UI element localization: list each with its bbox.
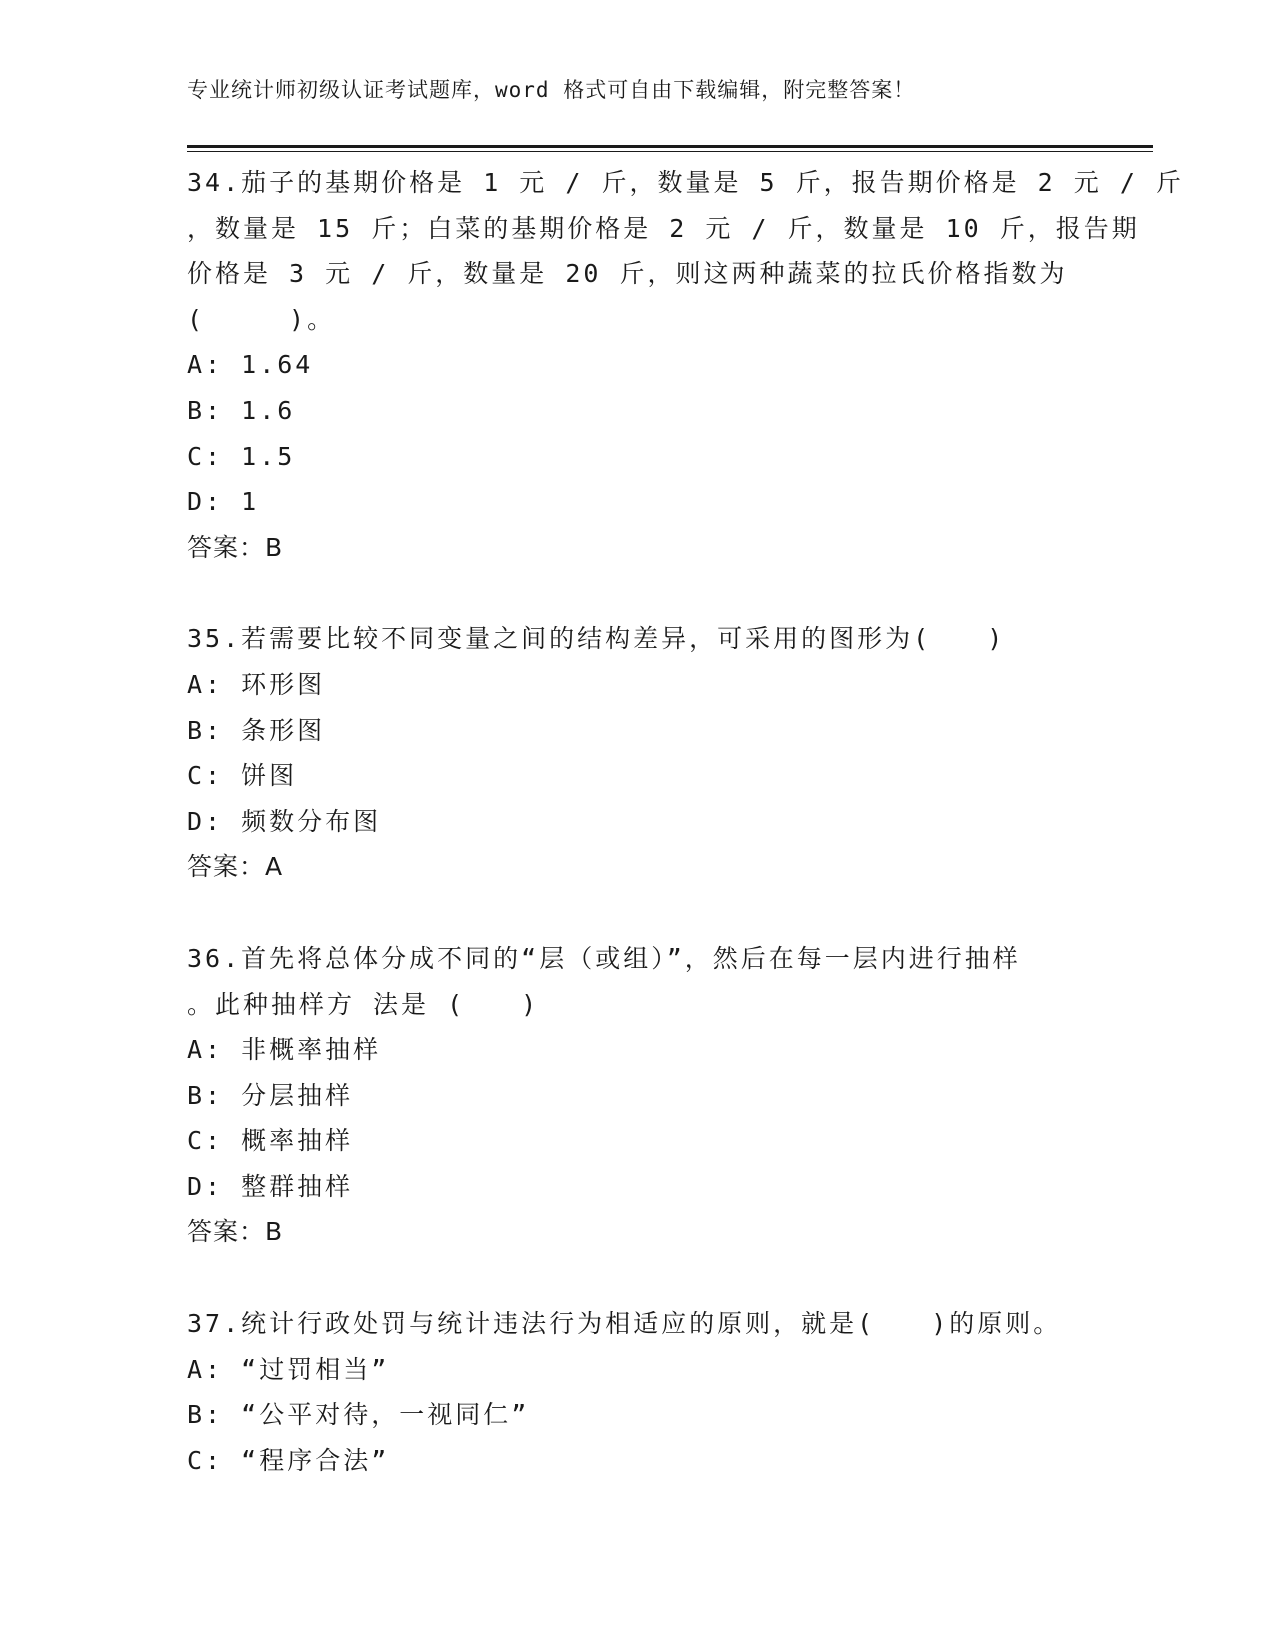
header-rule-thick bbox=[187, 145, 1153, 148]
option-b: B: 条形图 bbox=[187, 715, 326, 745]
question-text-line: ( )。 bbox=[187, 304, 336, 334]
option-a: A: 1.64 bbox=[187, 350, 314, 380]
option-a: A: 环形图 bbox=[187, 669, 326, 699]
header-rule-thin bbox=[187, 151, 1153, 152]
option-b: B: 1.6 bbox=[187, 395, 296, 425]
answer-label: 答案：B bbox=[187, 532, 284, 562]
option-a: A: 非概率抽样 bbox=[187, 1035, 382, 1065]
question-35 bbox=[187, 616, 1087, 890]
question-text-line: 价格是 3 元 / 斤，数量是 20 斤，则这两种蔬菜的拉氏价格指数为 bbox=[187, 259, 1068, 289]
question-text-line: 35.若需要比较不同变量之间的结构差异，可采用的图形为( ) bbox=[187, 624, 1006, 654]
option-d: D: 1 bbox=[187, 487, 260, 517]
question-36 bbox=[187, 936, 1087, 1255]
option-c: C: 1.5 bbox=[187, 441, 296, 471]
option-a: A: “过罚相当” bbox=[187, 1354, 390, 1384]
option-c: C: “程序合法” bbox=[187, 1445, 390, 1475]
question-list bbox=[187, 160, 1184, 1529]
option-c: C: 概率抽样 bbox=[187, 1126, 354, 1156]
question-text-line: 34.茄子的基期价格是 1 元 / 斤，数量是 5 斤，报告期价格是 2 元 / 斤 bbox=[187, 168, 1184, 197]
answer-label: 答案：B bbox=[187, 1217, 284, 1247]
question-37 bbox=[187, 1301, 1087, 1483]
question-text-line: 36.首先将总体分成不同的“层（或组）”，然后在每一层内进行抽样 bbox=[187, 943, 1021, 973]
option-d: D: 频数分布图 bbox=[187, 806, 382, 836]
option-b: B: “公平对待，一视同仁” bbox=[187, 1400, 530, 1430]
page-header: 专业统计师初级认证考试题库，word 格式可自由下载编辑，附完整答案！ bbox=[187, 78, 916, 102]
option-c: C: 饼图 bbox=[187, 761, 298, 791]
option-b: B: 分层抽样 bbox=[187, 1080, 354, 1110]
option-d: D: 整群抽样 bbox=[187, 1171, 354, 1201]
answer-label: 答案：A bbox=[187, 852, 284, 882]
question-34 bbox=[187, 160, 1184, 570]
question-text-line: 。此种抽样方 法是 ( ) bbox=[187, 989, 540, 1019]
question-text-line: ，数量是 15 斤；白菜的基期价格是 2 元 / 斤，数量是 10 斤，报告期 bbox=[187, 213, 1140, 243]
question-text-line: 37.统计行政处罚与统计违法行为相适应的原则，就是( )的原则。 bbox=[187, 1309, 1062, 1339]
